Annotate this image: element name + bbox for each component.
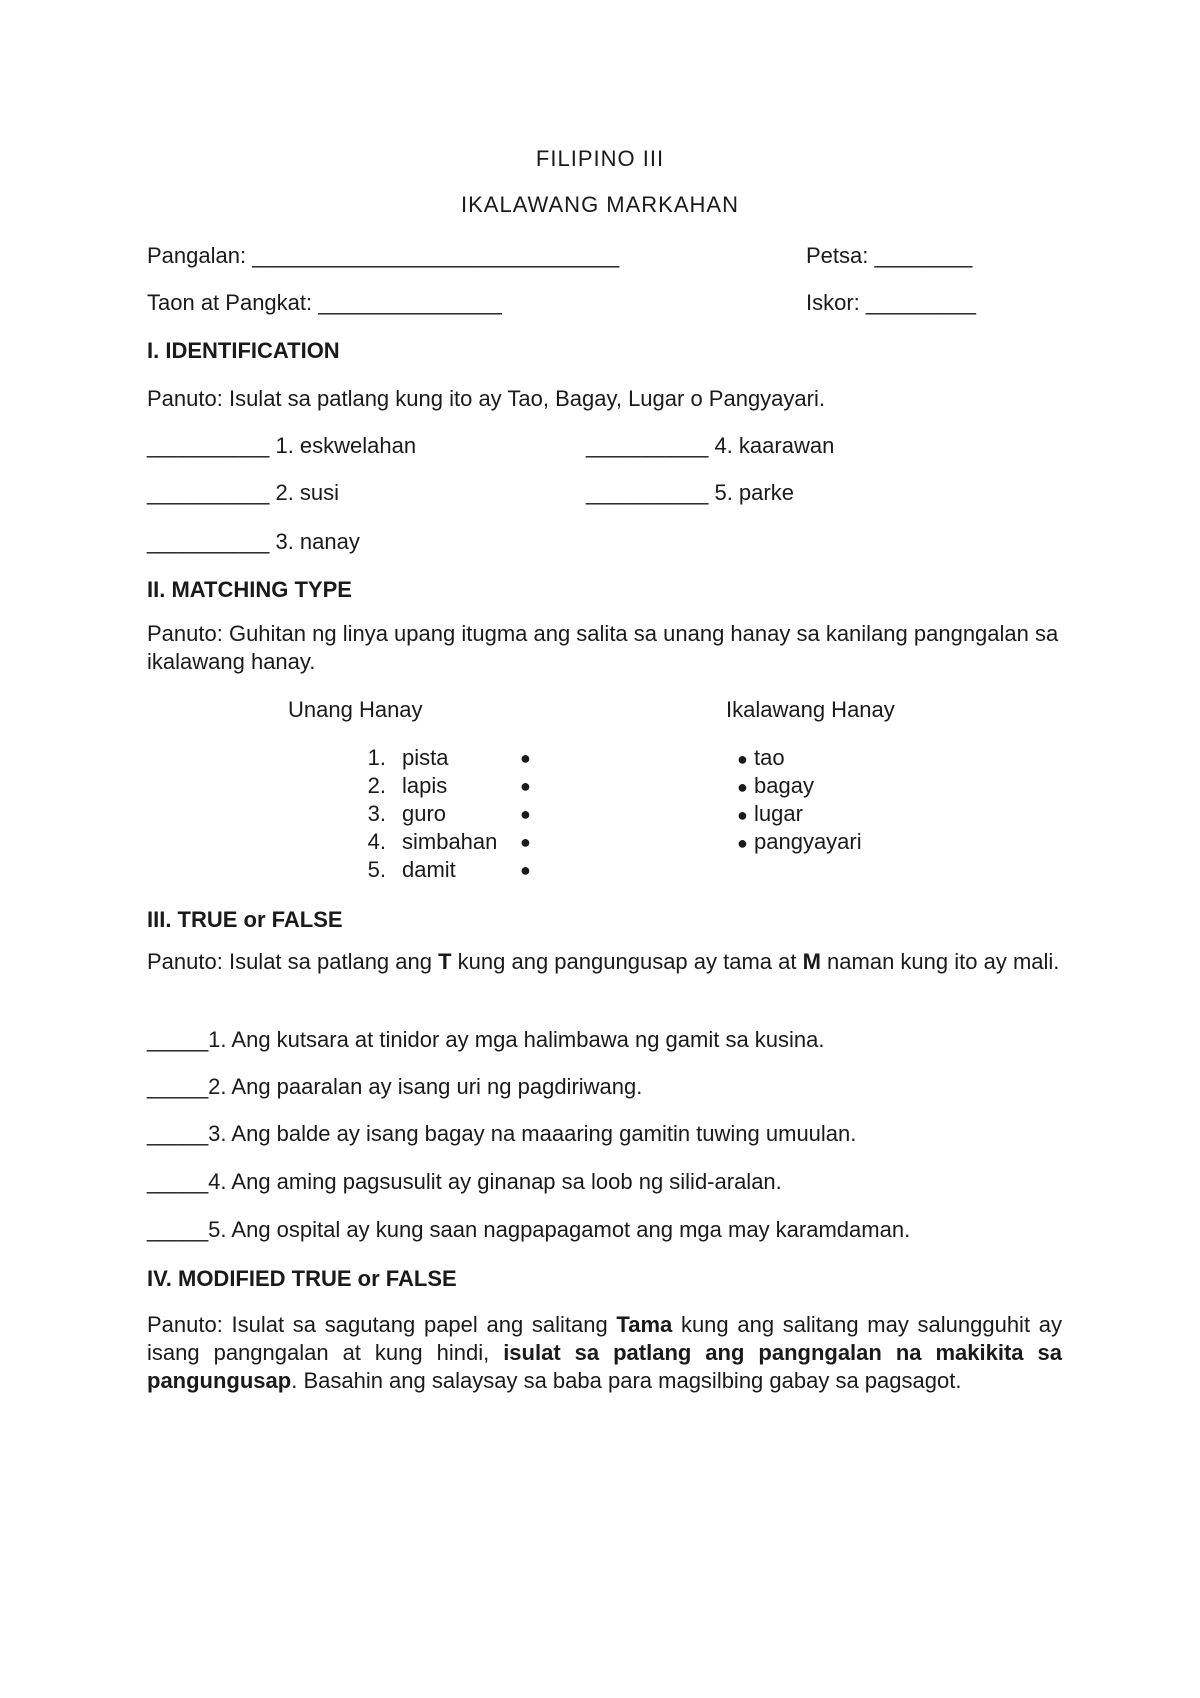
subject-title: FILIPINO III	[535, 146, 665, 171]
modified-instruction: Panuto: Isulat sa sagutang papel ang salitang Tama kung ang salitang may salungguhit ay isang pangngalan at kung hindi, isulat sa patlang ang pangngalan na makikita sa pangungusap. Basahin ang salaysay sa baba para magsilbing gabay sa pagsagot.	[147, 1312, 1063, 1393]
identification-item: __________ 3. nanay	[147, 529, 360, 554]
bullet-icon: ●	[737, 749, 748, 769]
true-false-item: _____3. Ang balde ay isang bagay na maaaring gamitin tuwing umuulan.	[147, 1121, 857, 1146]
list-item: ● lugar	[737, 801, 803, 826]
list-item: 4. simbahan ●	[367, 829, 531, 854]
identification-instruction: Panuto: Isulat sa patlang kung ito ay Tao, Bagay, Lugar o Pangyayari.	[147, 386, 825, 411]
bullet-icon: ●	[737, 777, 748, 797]
list-item: ● tao	[737, 745, 785, 770]
true-false-item: _____2. Ang paaralan ay isang uri ng pagdiriwang.	[147, 1074, 643, 1099]
name-field: Pangalan: ______________________________	[147, 243, 620, 268]
section-matching-title: II. MATCHING TYPE	[147, 577, 352, 602]
score-field: Iskor: _________	[806, 290, 977, 315]
bullet-icon: ●	[520, 832, 531, 852]
list-item: 2. lapis ●	[367, 773, 531, 798]
matching-instruction: Panuto: Guhitan ng linya upang itugma ang salita sa unang hanay sa kanilang pangngalan sa ikalawang hanay.	[147, 621, 1059, 674]
true-false-item: _____4. Ang aming pagsusulit ay ginanap sa loob ng silid-aralan.	[147, 1169, 782, 1194]
bullet-icon: ●	[520, 748, 531, 768]
quarter-title: IKALAWANG MARKAHAN	[461, 192, 739, 217]
section-modified-title: IV. MODIFIED TRUE or FALSE	[147, 1266, 457, 1291]
list-item: 5. damit ●	[367, 857, 531, 882]
bullet-icon: ●	[520, 804, 531, 824]
list-item: ● bagay	[737, 773, 814, 798]
matching-column1-list	[348, 744, 531, 884]
true-false-item: _____1. Ang kutsara at tinidor ay mga halimbawa ng gamit sa kusina.	[147, 1027, 825, 1052]
date-field: Petsa: ________	[806, 243, 973, 268]
list-item: 3. guro ●	[367, 801, 531, 826]
true-false-instruction: Panuto: Isulat sa patlang ang T kung ang pangungusap ay tama at M naman kung ito ay mali.	[147, 949, 1060, 974]
bullet-icon: ●	[737, 805, 748, 825]
identification-item: __________ 2. susi	[147, 480, 340, 505]
bullet-icon: ●	[520, 776, 531, 796]
bullet-icon: ●	[737, 833, 748, 853]
true-false-item: _____5. Ang ospital ay kung saan nagpapagamot ang mga may karamdaman.	[147, 1217, 911, 1242]
column2-header: Ikalawang Hanay	[726, 697, 895, 722]
identification-item: __________ 4. kaarawan	[586, 433, 835, 458]
identification-item: __________ 1. eskwelahan	[147, 433, 417, 458]
grade-section-field: Taon at Pangkat: _______________	[147, 290, 502, 315]
list-item: 1. pista ●	[367, 745, 531, 770]
section-true-false-title: III. TRUE or FALSE	[147, 907, 343, 932]
column1-header: Unang Hanay	[288, 697, 423, 722]
section-identification-title: I. IDENTIFICATION	[147, 338, 340, 363]
matching-column2-list	[737, 744, 862, 856]
identification-item: __________ 5. parke	[586, 480, 794, 505]
list-item: ● pangyayari	[737, 829, 862, 854]
bullet-icon: ●	[520, 860, 531, 880]
